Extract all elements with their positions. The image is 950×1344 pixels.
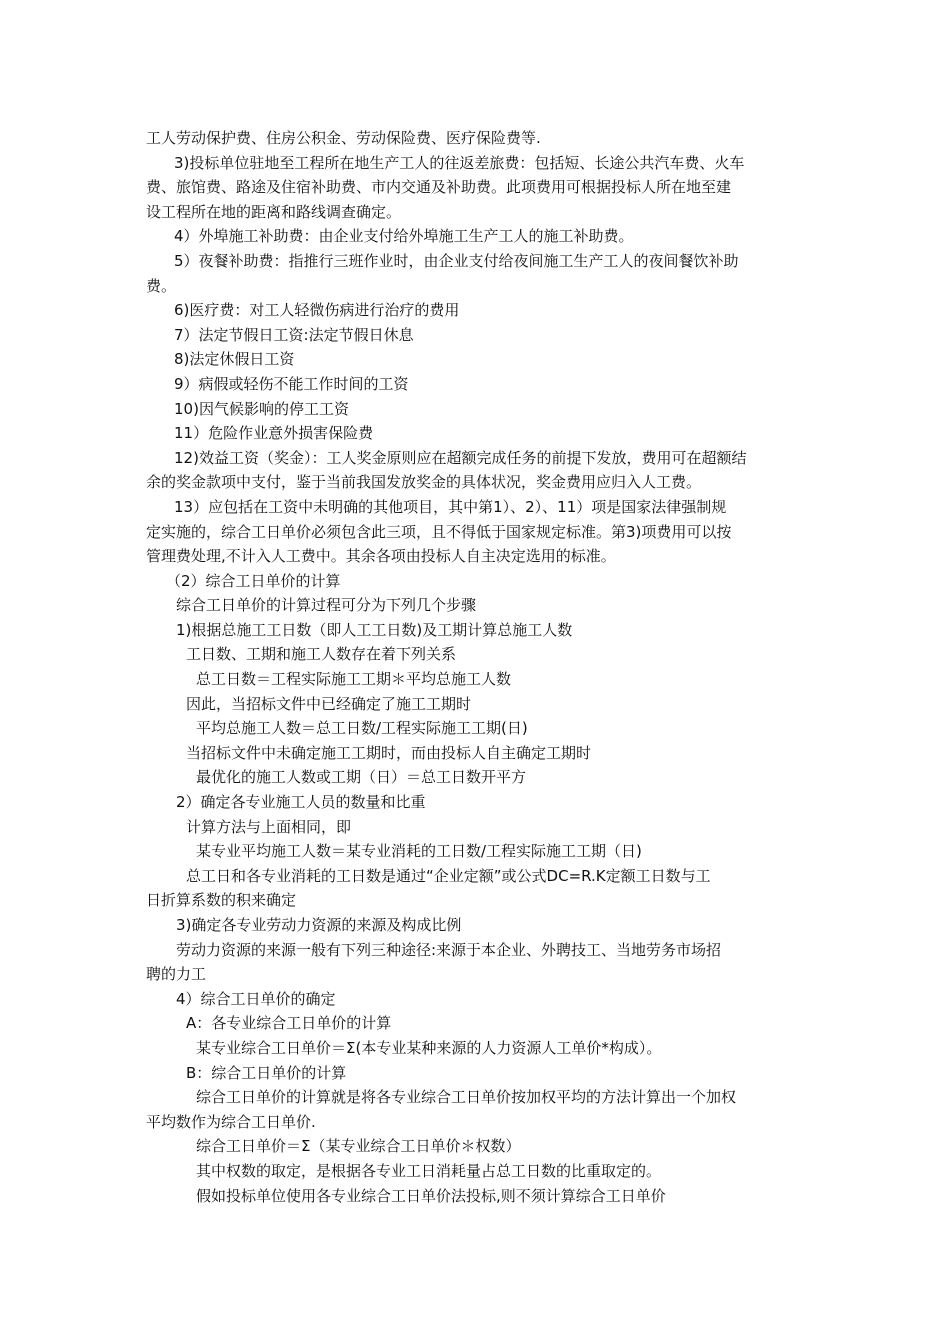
text-line: 设工程所在地的距离和路线调查确定。	[146, 202, 402, 221]
text-line: 管理费处理,不计入人工费中。其余各项由投标人自主决定选用的标准。	[146, 547, 616, 566]
text-line: 6)医疗费：对工人轻微伤病进行治疗的费用	[174, 301, 460, 320]
text-line: 计算方法与上面相同，即	[186, 817, 352, 836]
formula-line: 最优化的施工人数或工期（日）＝总工日数开平方	[196, 768, 527, 787]
text-line: 假如投标单位使用各专业综合工日单价法投标,则不须计算综合工日单价	[196, 1186, 666, 1205]
text-line: A：各专业综合工日单价的计算	[186, 1014, 392, 1033]
formula-line: 某专业平均施工人数＝某专业消耗的工日数/工程实际施工工期（日)	[196, 842, 642, 861]
text-line: B：综合工日单价的计算	[186, 1063, 347, 1082]
document-body	[146, 126, 806, 1208]
text-line: 其中权数的取定，是根据各专业工日消耗量占总工日数的比重取定的。	[196, 1161, 662, 1180]
text-line: 5）夜餐补助费：指推行三班作业时，由企业支付给夜间施工生产工人的夜间餐饮补助	[174, 251, 739, 270]
text-line: 劳动力资源的来源一般有下列三种途径:来源于本企业、外聘技工、当地劳务市场招	[176, 940, 722, 959]
text-line: 费、旅馆费、路途及住宿补助费、市内交通及补助费。此项费用可根据投标人所在地至建	[146, 178, 732, 197]
text-line: 3)确定各专业劳动力资源的来源及构成比例	[176, 916, 462, 934]
text-line: 日折算系数的积来确定	[146, 891, 297, 910]
text-line: 余的奖金款项中支付，鉴于当前我国发放奖金的具体状况，奖金费用应归入人工费。	[146, 473, 702, 492]
text-line: 平均数作为综合工日单价.	[146, 1112, 316, 1131]
text-line: 因此，当招标文件中已经确定了施工工期时	[186, 694, 472, 713]
text-line: 7）法定节假日工资:法定节假日休息	[174, 325, 414, 344]
text-line: 13）应包括在工资中未明确的其他项目，其中第1）、2）、11）项是国家法律强制规	[174, 497, 727, 516]
text-line: 12)效益工资（奖金）：工人奖金原则应在超额完成任务的前提下发放，费用可在超额结	[174, 448, 747, 467]
text-line: 工人劳动保护费、住房公积金、劳动保险费、医疗保险费等.	[146, 129, 541, 147]
text-line: 总工日和各专业消耗的工日数是通过“企业定额”或公式DC=R.K定额工日数与工	[186, 866, 711, 885]
text-line: 费。	[146, 276, 177, 295]
text-line: 聘的力工	[146, 965, 207, 984]
text-line: 定实施的，综合工日单价必须包含此三项，且不得低于国家规定标准。第3)项费用可以按	[146, 522, 732, 541]
formula-line: 某专业综合工日单价＝Σ(本专业某种来源的人力资源人工单价*构成）。	[196, 1038, 662, 1057]
formula-line: 总工日数＝工程实际施工工期＊平均总施工人数	[196, 670, 512, 689]
text-line: 3)投标单位驻地至工程所在地生产工人的往返差旅费：包括短、长途公共汽车费、火车	[174, 153, 745, 172]
text-line: 2）确定各专业施工人员的数量和比重	[176, 793, 426, 812]
text-line: 1)根据总施工工日数（即人工工日数)及工期计算总施工人数	[176, 620, 573, 639]
formula-line: 综合工日单价＝Σ（某专业综合工日单价＊权数）	[196, 1137, 521, 1156]
section-heading: （2）综合工日单价的计算	[166, 571, 341, 590]
text-line: 综合工日单价的计算就是将各专业综合工日单价按加权平均的方法计算出一个加权	[196, 1088, 737, 1107]
text-line: 9）病假或轻伤不能工作时间的工资	[174, 374, 409, 393]
text-line: 4）外埠施工补助费：由企业支付给外埠施工生产工人的施工补助费。	[174, 227, 634, 246]
text-line: 工日数、工期和施工人数存在着下列关系	[186, 645, 457, 664]
text-line: 11）危险作业意外损害保险费	[174, 424, 374, 443]
text-line: 当招标文件中未确定施工工期时，而由投标人自主确定工期时	[186, 743, 592, 762]
text-line: 8)法定休假日工资	[174, 350, 295, 369]
formula-line: 平均总施工人数＝总工日数/工程实际施工工期(日)	[196, 719, 528, 738]
text-line: 综合工日单价的计算过程可分为下列几个步骤	[176, 596, 477, 615]
text-line: 10)因气候影响的停工工资	[174, 399, 349, 418]
text-line: 4）综合工日单价的确定	[176, 989, 336, 1008]
